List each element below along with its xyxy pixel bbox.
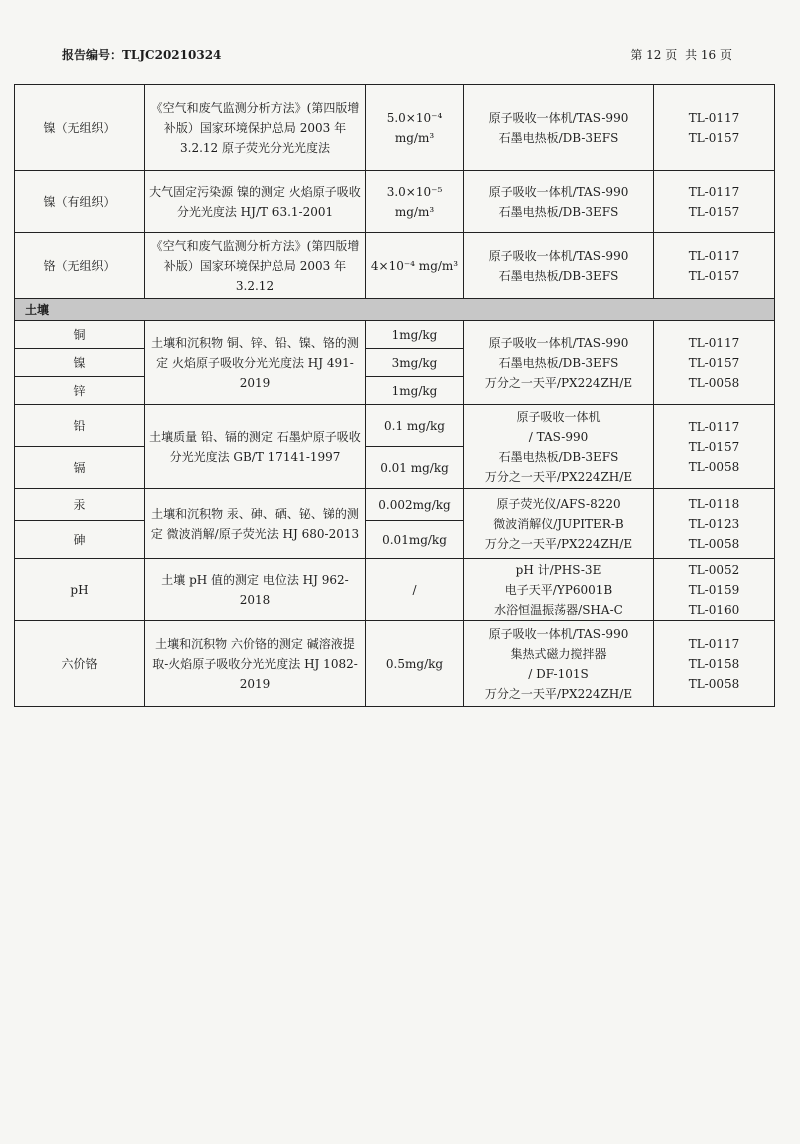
- instrument-cell: 原子吸收一体机 / TAS-990 石墨电热板/DB-3EFS 万分之一天平/PX224ZH/E: [464, 405, 654, 489]
- section-row: [15, 299, 775, 321]
- table-row: [15, 405, 775, 447]
- table-row: [15, 489, 775, 521]
- table-row: [15, 559, 775, 621]
- limit-cell: 0.01mg/kg: [366, 521, 464, 559]
- method-cell: 《空气和废气监测分析方法》(第四版增补版）国家环境保护总局 2003 年 3.2.12 原子荧光分光光度法: [145, 85, 366, 171]
- instrument-cell: 原子吸收一体机/TAS-990 石墨电热板/DB-3EFS: [464, 233, 654, 299]
- item-cell: pH: [15, 559, 145, 621]
- code-cell: TL-0117 TL-0158 TL-0058: [654, 621, 775, 707]
- limit-cell: 4×10⁻⁴ mg/m³: [366, 233, 464, 299]
- item-cell: 铬（无组织）: [15, 233, 145, 299]
- page-header: [62, 46, 732, 66]
- report-number: 报告编号：TLJC20210324: [62, 48, 222, 62]
- item-cell: 镍（有组织）: [15, 171, 145, 233]
- table-row: [15, 171, 775, 233]
- page-total: 共 16 页: [685, 48, 732, 62]
- item-cell: 镍（无组织）: [15, 85, 145, 171]
- item-cell: 铅: [15, 405, 145, 447]
- instrument-cell: pH 计/PHS-3E 电子天平/YP6001B 水浴恒温振荡器/SHA-C: [464, 559, 654, 621]
- table-row: [15, 321, 775, 349]
- code-cell: TL-0052 TL-0159 TL-0160: [654, 559, 775, 621]
- method-cell: 《空气和废气监测分析方法》(第四版增补版）国家环境保护总局 2003 年 3.2.12: [145, 233, 366, 299]
- code-cell: TL-0117 TL-0157: [654, 171, 775, 233]
- limit-cell: /: [366, 559, 464, 621]
- limit-cell: 0.01 mg/kg: [366, 447, 464, 489]
- table-row: [15, 621, 775, 707]
- table-row: [15, 85, 775, 171]
- method-table: [14, 84, 775, 707]
- code-cell: TL-0118 TL-0123 TL-0058: [654, 489, 775, 559]
- limit-cell: 0.002mg/kg: [366, 489, 464, 521]
- table-row: [15, 233, 775, 299]
- method-cell: 土壤和沉积物 铜、锌、铅、镍、铬的测定 火焰原子吸收分光光度法 HJ 491-2019: [145, 321, 366, 405]
- method-cell: 土壤 pH 值的测定 电位法 HJ 962-2018: [145, 559, 366, 621]
- code-cell: TL-0117 TL-0157 TL-0058: [654, 321, 775, 405]
- limit-cell: 5.0×10⁻⁴ mg/m³: [366, 85, 464, 171]
- code-cell: TL-0117 TL-0157: [654, 85, 775, 171]
- page-current: 第 12 页: [630, 48, 678, 62]
- item-cell: 镍: [15, 349, 145, 377]
- code-cell: TL-0117 TL-0157: [654, 233, 775, 299]
- limit-cell: 3.0×10⁻⁵ mg/m³: [366, 171, 464, 233]
- section-title-soil: 土壤: [15, 299, 775, 321]
- instrument-cell: 原子吸收一体机/TAS-990 集热式磁力搅拌器 / DF-101S 万分之一天平/PX224ZH/E: [464, 621, 654, 707]
- item-cell: 砷: [15, 521, 145, 559]
- item-cell: 铜: [15, 321, 145, 349]
- instrument-cell: 原子吸收一体机/TAS-990 石墨电热板/DB-3EFS 万分之一天平/PX224ZH/E: [464, 321, 654, 405]
- item-cell: 六价铬: [15, 621, 145, 707]
- item-cell: 汞: [15, 489, 145, 521]
- limit-cell: 1mg/kg: [366, 377, 464, 405]
- limit-cell: 1mg/kg: [366, 321, 464, 349]
- limit-cell: 0.1 mg/kg: [366, 405, 464, 447]
- limit-cell: 0.5mg/kg: [366, 621, 464, 707]
- method-cell: 大气固定污染源 镍的测定 火焰原子吸收分光光度法 HJ/T 63.1-2001: [145, 171, 366, 233]
- limit-cell: 3mg/kg: [366, 349, 464, 377]
- item-cell: 镉: [15, 447, 145, 489]
- method-cell: 土壤和沉积物 汞、砷、硒、铋、锑的测定 微波消解/原子荧光法 HJ 680-2013: [145, 489, 366, 559]
- item-cell: 锌: [15, 377, 145, 405]
- instrument-cell: 原子荧光仪/AFS-8220 微波消解仪/JUPITER-B 万分之一天平/PX224ZH/E: [464, 489, 654, 559]
- instrument-cell: 原子吸收一体机/TAS-990 石墨电热板/DB-3EFS: [464, 85, 654, 171]
- page-count: [626, 46, 732, 63]
- instrument-cell: 原子吸收一体机/TAS-990 石墨电热板/DB-3EFS: [464, 171, 654, 233]
- code-cell: TL-0117 TL-0157 TL-0058: [654, 405, 775, 489]
- method-cell: 土壤和沉积物 六价铬的测定 碱溶液提取-火焰原子吸收分光光度法 HJ 1082-2019: [145, 621, 366, 707]
- method-cell: 土壤质量 铅、镉的测定 石墨炉原子吸收分光光度法 GB/T 17141-1997: [145, 405, 366, 489]
